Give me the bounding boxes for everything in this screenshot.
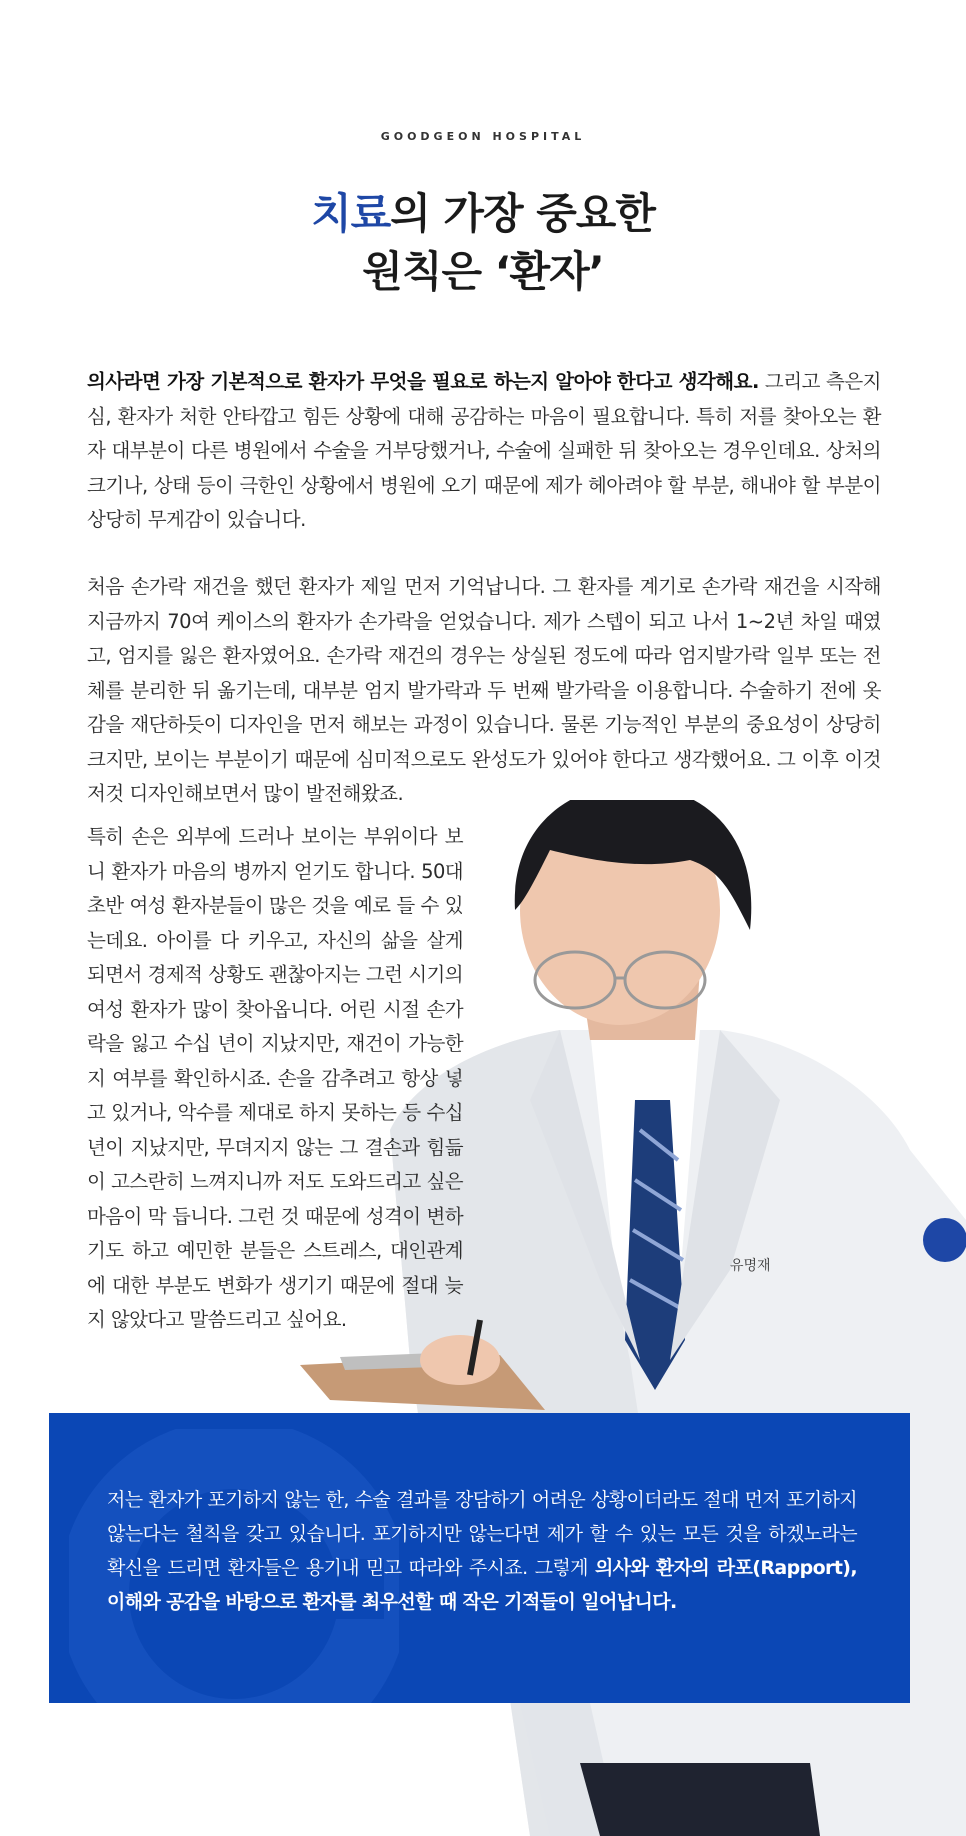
patients-paragraph: 특히 손은 외부에 드러나 보이는 부위이다 보니 환자가 마음의 병까지 얻기도 합니다. 50대 초반 여성 환자분들이 많은 것을 예로 들 수 있는데요. 아이를 다 키우고, 자신의 삶을 살게 되면서 경제적 상황도 괜찮아지는 그런 시기의 여성 환자가 많이 찾아옵니다. 어린 시절 손가락을 잃고 수십 년이 지났지만, 재건이 가능한 지 여부를 확인하시죠. 손을 감추려고 항상 넣고 있거나, 악수를 제대로 하지 못하는 등 수십 년이 지났지만, 무뎌지지 않는 그 결손과 힘듦이 고스란히 느껴지니까 저도 도와드리고 싶은 마음이 막 듭니다. 그런 것 때문에 성격이 변하기도 하고 예민한 분들은 스트레스, 대인관계에 대한 부분도 변화가 생기기 때문에 절대 늦지 않았다고 말씀드리고 싶어요. [87,825,463,1331]
quote-bold: 의사와 환자의 라포(Rapport), 이해와 공감을 바탕으로 환자를 최우선할 때 작은 기적들이 일어납니다. [107,1557,857,1613]
quote-text [107,1483,857,1619]
quote-body: 저는 환자가 포기하지 않는 한, 수술 결과를 장담하기 어려운 상황이더라도 절대 먼저 포기하지 않는다는 철칙을 갖고 있습니다. 포기하지만 않는다면 제가 할 수 있는 모든 것을 하겠노라는 확신을 드리면 환자들은 용기내 믿고 따라와 주시죠. 그렇게 [107,1489,857,1579]
page-title [0,185,966,301]
title-accent: 치료 [311,189,391,238]
story-paragraph: 처음 손가락 재건을 했던 환자가 제일 먼저 기억납니다. 그 환자를 계기로 손가락 재건을 시작해 지금까지 70여 케이스의 환자가 손가락을 얻었습니다. 제가 스텝이 되고 나서 1~2년 차일 때였고, 엄지를 잃은 환자였어요. 손가락 재건의 경우는 상실된 정도에 따라 엄지발가락 일부 또는 전체를 분리한 뒤 옮기는데, 대부분 엄지 발가락과 두 번째 발가락을 이용합니다. 수술하기 전에 옷감을 재단하듯이 디자인을 먼저 해보는 과정이 있습니다. 물론 기능적인 부분의 중요성이 상당히 크지만, 보이는 부분이기 때문에 심미적으로도 완성도가 있어야 한다고 생각했어요. 그 이후 이것저것 디자인해보면서 많이 발전해왔죠. [87,575,881,805]
title-line2: 원칙은 ‘환자’ [362,247,604,296]
intro-bold: 의사라면 가장 기본적으로 환자가 무엇을 필요로 하는지 알아야 한다고 생각해요. [87,370,759,393]
quote-box [49,1413,910,1703]
intro-paragraph [87,365,881,538]
intro-rest: 그리고 측은지심, 환자가 처한 안타깝고 힘든 상황에 대해 공감하는 마음이 필요합니다. 특히 저를 찾아오는 환자 대부분이 다른 병원에서 수술을 거부당했거나, 수술에 실패한 뒤 찾아오는 경우인데요. 상처의 크기나, 상태 등이 극한인 상황에서 병원에 오기 때문에 제가 헤아려야 할 부분, 해내야 할 부분이 상당히 무게감이 있습니다. [87,370,881,531]
doctor-coat-bottom [520,1703,910,1836]
title-line1: 의 가장 중요한 [390,189,655,238]
brand-label: GOODGEON HOSPITAL [380,130,586,143]
name-tag: 유명재 [730,1258,771,1274]
